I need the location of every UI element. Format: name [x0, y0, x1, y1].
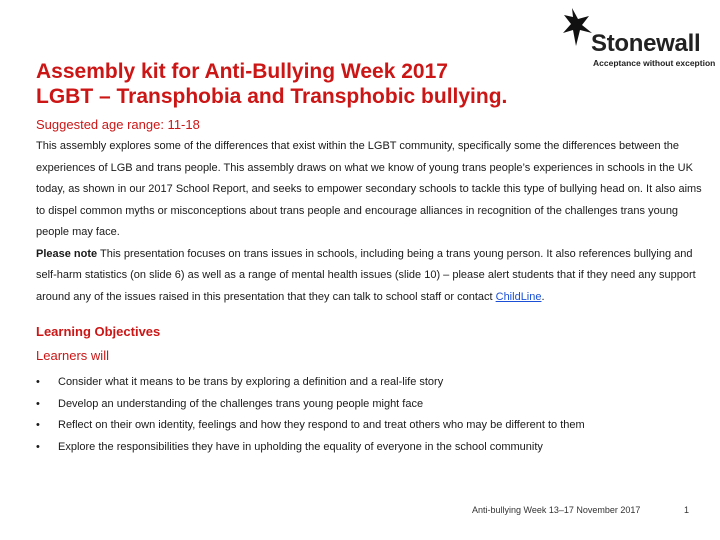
- note-text: This presentation focuses on trans issues in schools, including being a trans young person. It also references bullying and self-harm statistics (on slide 6) as well as a range of mental health issues (slide 10) – please alert students that if they need any support around any of the issues raised in this presentation that they can talk to school staff or contact: [36, 247, 696, 303]
- title-line-1: Assembly kit for Anti-Bullying Week 2017: [36, 60, 448, 83]
- list-item-text: Reflect on their own identity, feelings and how they respond to and treat others who may be different to them: [58, 419, 585, 431]
- intro-paragraph: This assembly explores some of the differences that exist within the LGBT community, specifically some the differences between the experiences of LGB and trans people. This assembly draws on what we know of young trans people’s experiences in schools in the UK today, as shown in our 2017 School Report, and seeks to empower secondary schools to tackle this type of bullying head on. It also aims to dispel common myths or misconceptions about trans people and encourage alliances in recognition of the challenges trans young people may face.: [36, 140, 702, 238]
- age-range: Suggested age range: 11-18: [36, 117, 200, 132]
- stonewall-logo: [562, 6, 714, 70]
- objectives-heading: Learning Objectives: [36, 324, 161, 339]
- list-item-text: Consider what it means to be trans by exploring a definition and a real-life story: [58, 376, 444, 388]
- objectives-list: [36, 372, 706, 458]
- note-paragraph: [36, 244, 712, 309]
- bullet-icon: •: [36, 419, 40, 431]
- bullet-icon: •: [36, 440, 40, 453]
- list-item: [36, 394, 706, 416]
- list-item: [36, 437, 706, 459]
- childline-link[interactable]: ChildLine: [495, 290, 542, 303]
- page-number: 1: [684, 505, 690, 515]
- title-line-2: LGBT – Transphobia and Transphobic bullying.: [36, 85, 508, 108]
- objectives-subheading: Learners will: [36, 348, 109, 363]
- footer-text: Anti-bullying Week 13–17 November 2017: [472, 505, 641, 515]
- list-item-text: Explore the responsibilities they have in upholding the equality of everyone in the school community: [58, 440, 543, 453]
- body-text: [36, 136, 712, 308]
- page-title: [36, 59, 507, 109]
- bullet-icon: •: [36, 397, 40, 410]
- list-item: [36, 372, 706, 394]
- logo-wordmark: Stonewall: [591, 30, 701, 57]
- note-end: .: [541, 290, 545, 303]
- note-label: Please note: [36, 247, 98, 260]
- logo-tagline: Acceptance without exception: [593, 58, 716, 68]
- bullet-icon: •: [36, 376, 40, 388]
- list-item-text: Develop an understanding of the challenges trans young people might face: [58, 397, 424, 410]
- list-item: [36, 415, 706, 437]
